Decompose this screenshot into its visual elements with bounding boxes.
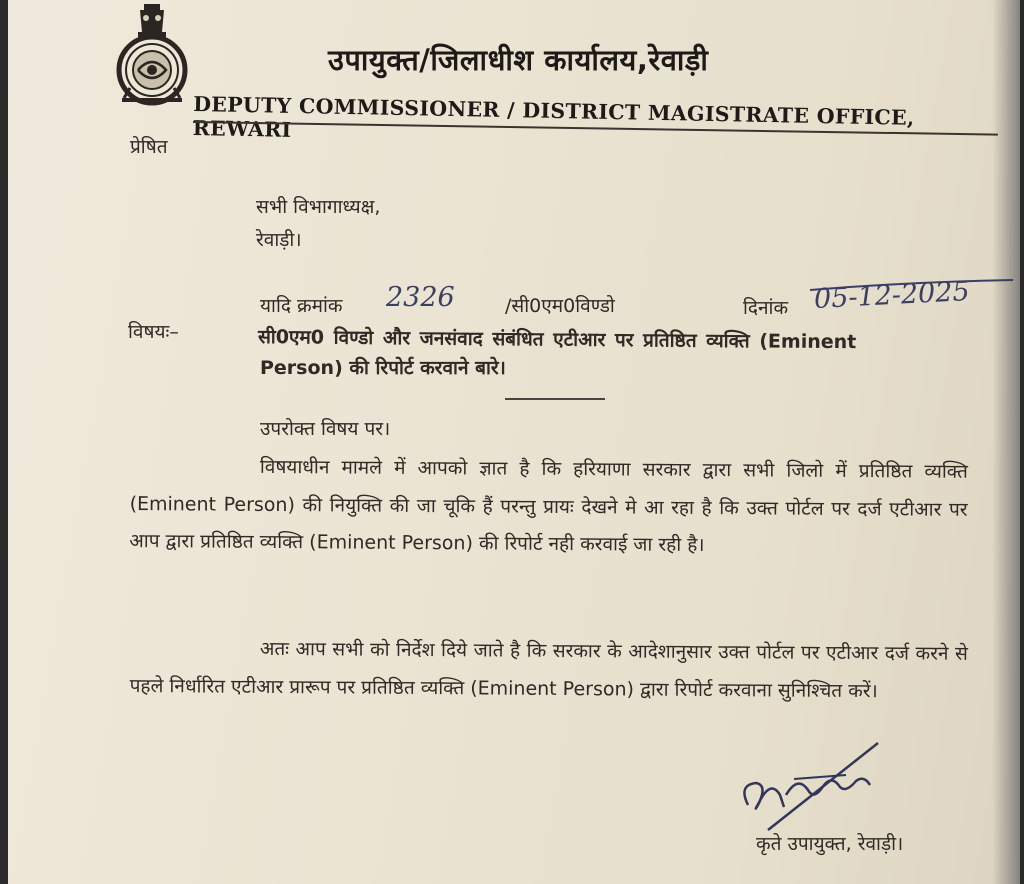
subject-divider — [505, 398, 605, 400]
office-title-hindi: उपायुक्त/जिलाधीश कार्यालय,रेवाड़ी — [328, 43, 709, 77]
subject-label: विषयः– — [128, 321, 179, 343]
recipient-line-1: सभी विभागाध्यक्ष, — [256, 196, 381, 218]
body-paragraph-2: अतः आप सभी को निर्देश दिये जाते है कि सरकार के आदेशानुसार उक्त पोर्टल पर एटीआर दर्ज करने से पहले निर्धारित एटीआर प्रारूप पर प्रतिष्ठित व्यक्ति (Eminent Person) द्वारा रिपोर्ट करवाना सुनिश्चित करें। — [129, 637, 968, 702]
signatory-designation: कृते उपायुक्त, रेवाड़ी। — [756, 833, 904, 855]
salutation: उपरोक्त विषय पर। — [260, 418, 391, 440]
reference-suffix: /सी0एम0विण्डो — [505, 295, 615, 317]
page-edge-shadow — [992, 0, 1020, 884]
emblem-seal-icon — [108, 2, 196, 110]
date-underline-stroke — [808, 278, 1018, 294]
date-label: दिनांक — [743, 297, 789, 319]
recipient-line-2: रेवाड़ी। — [256, 229, 302, 251]
letter-page — [8, 0, 1020, 884]
reference-label: यादि क्रमांक — [260, 295, 343, 317]
office-title-english: DEPUTY COMMISSIONER / DISTRICT MAGISTRATE OFFICE, REWARI — [192, 92, 915, 142]
subject-line-1: सी0एम0 विण्डो और जनसंवाद संबंधित एटीआर पर प्रतिष्ठित व्यक्ति (Eminent — [257, 326, 857, 354]
subject-line-2: Person) की रिपोर्ट करवाने बारे। — [260, 357, 506, 379]
handwritten-signature — [728, 735, 898, 835]
body-paragraph-1: विषयाधीन मामले में आपको ज्ञात है कि हरियाणा सरकार द्वारा सभी जिलो में प्रतिष्ठित व्यक्ति (Eminent Person) की नियुक्ति की जा चूकि हैं परन्तु प्रायः देखने मे आ रहा है कि उक्त पोर्टल पर दर्ज एटीआर पर आप द्वारा प्रतिष्ठित व्यक्ति (Eminent Person) की रिपोर्ट नही करवाई जा रही है। — [129, 455, 968, 557]
reference-number: 2326 — [386, 282, 455, 313]
sender-prefix: प्रेषित — [130, 136, 168, 158]
date-value: 05-12-2025 — [813, 275, 971, 316]
